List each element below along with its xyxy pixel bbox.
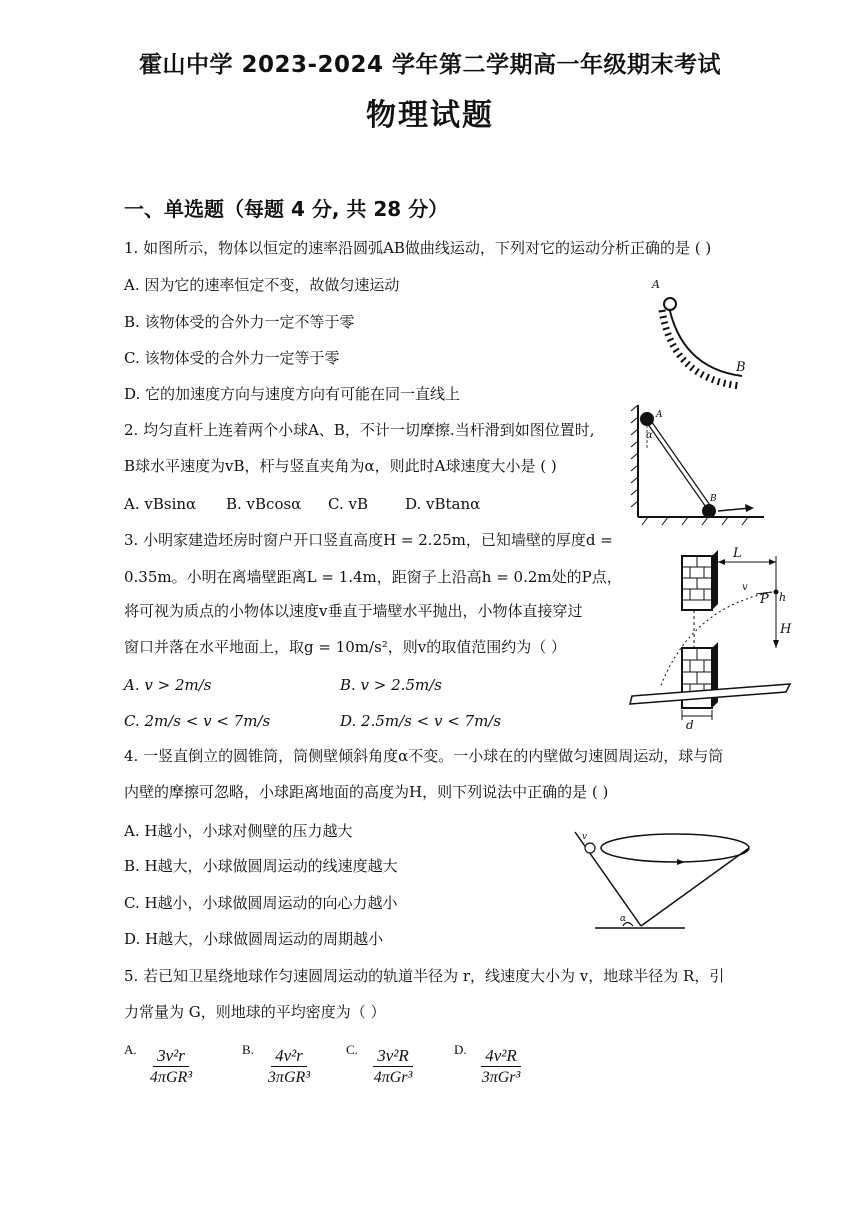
section-heading: 一、单选题（每题 4 分, 共 28 分）	[124, 197, 449, 221]
q3-label-p: P	[760, 592, 769, 607]
q5-option-d-label: D.	[454, 1042, 467, 1057]
q5-option-a-label: A.	[124, 1042, 137, 1057]
q3-label-h: h	[779, 591, 787, 604]
q3-option-a: A. v > 2m/s	[124, 676, 212, 694]
q1-option-c: C. 该物体受的合外力一定等于零	[124, 349, 340, 367]
q1-option-d: D. 它的加速度方向与速度方向有可能在同一直线上	[124, 385, 461, 403]
q5-option-c	[358, 1046, 428, 1087]
q1-option-a: A. 因为它的速率恒定不变，故做匀速运动	[124, 276, 400, 294]
q3-stem-line3: 将可视为质点的小物体以速度v垂直于墙壁水平抛出，小物体直接穿过	[124, 602, 583, 620]
q5-option-d-denominator: 3πGr³	[481, 1069, 521, 1086]
q1-label-a: A	[652, 278, 660, 291]
q4-option-b: B. H越大，小球做圆周运动的线速度越大	[124, 857, 398, 875]
q3-label-d: d	[686, 718, 694, 732]
q3-label-h-upper: H	[780, 622, 792, 637]
subject-title: 物理试题	[366, 98, 494, 133]
q5-option-b-label: B.	[242, 1042, 254, 1057]
q3-label-v: v	[742, 582, 748, 593]
q5-option-b-numerator: 4v²r	[271, 1046, 307, 1067]
q5-option-a	[136, 1046, 206, 1087]
q2-option-a: A. vBsinα	[124, 495, 197, 513]
q1-label-b: B	[736, 360, 746, 375]
q5-option-b	[254, 1046, 324, 1087]
q4-cone-figure	[565, 826, 755, 936]
q5-option-d	[466, 1046, 536, 1087]
q4-stem-line1: 4. 一竖直倒立的圆锥筒，筒侧壁倾斜角度α不变。一小球在的内壁做匀速圆周运动，球与筒	[124, 747, 724, 765]
q3-stem-line4: 窗口并落在水平地面上，取g = 10m/s²，则v的取值范围约为（ ）	[124, 638, 567, 656]
q5-option-d-numerator: 4v²R	[481, 1046, 521, 1067]
q4-stem-line2: 内壁的摩擦可忽略，小球距离地面的高度为H，则下列说法中正确的是 ( )	[124, 783, 609, 801]
q4-option-d: D. H越大，小球做圆周运动的周期越小	[124, 930, 384, 948]
q3-option-c: C. 2m/s < v < 7m/s	[124, 712, 271, 730]
q2-option-d: D. vBtanα	[405, 495, 481, 513]
q5-option-c-numerator: 3v²R	[373, 1046, 413, 1067]
q2-rod-figure	[628, 405, 768, 530]
q4-option-c: C. H越小，小球做圆周运动的向心力越小	[124, 894, 398, 912]
q5-option-a-numerator: 3v²r	[153, 1046, 189, 1067]
q5-option-b-denominator: 3πGR³	[267, 1069, 311, 1086]
q5-option-c-denominator: 4πGr³	[373, 1069, 413, 1086]
q5-stem-line2: 力常量为 G，则地球的平均密度为（ ）	[124, 1003, 386, 1021]
q1-stem: 1. 如图所示，物体以恒定的速率沿圆弧AB做曲线运动，下列对它的运动分析正确的是 ( )	[124, 239, 712, 257]
q2-option-c: C. vB	[328, 495, 368, 513]
q2-stem-line1: 2. 均匀直杆上连着两个小球A、B，不计一切摩擦.当杆滑到如图位置时,	[124, 421, 595, 439]
q2-label-alpha: α	[646, 430, 653, 441]
q2-label-a: A	[656, 410, 663, 420]
school-exam-title: 霍山中学 2023-2024 学年第二学期高一年级期末考试	[138, 52, 722, 78]
q4-label-alpha: α	[620, 914, 627, 924]
q5-stem-line1: 5. 若已知卫星绕地球作匀速圆周运动的轨道半径为 r，线速度大小为 v，地球半径为 R，引	[124, 967, 725, 985]
q3-option-b: B. v > 2.5m/s	[340, 676, 442, 694]
q2-option-b: B. vBcosα	[226, 495, 302, 513]
q3-stem-line2: 0.35m。小明在离墙壁距离L = 1.4m，距窗子上沿高h = 0.2m处的P点，	[124, 568, 622, 586]
q5-option-a-denominator: 4πGR³	[149, 1069, 193, 1086]
q4-label-v: v	[582, 832, 588, 842]
q2-label-b: B	[710, 494, 717, 504]
q3-stem-line1: 3. 小明家建造坯房时窗户开口竖直高度H = 2.25m，已知墙壁的厚度d =	[124, 531, 613, 549]
q3-window-figure	[630, 548, 800, 728]
q1-option-b: B. 该物体受的合外力一定不等于零	[124, 313, 355, 331]
q2-stem-line2: B球水平速度为vB，杆与竖直夹角为α，则此时A球速度大小是 ( )	[124, 457, 557, 475]
q5-option-c-label: C.	[346, 1042, 358, 1057]
q3-option-d: D. 2.5m/s < v < 7m/s	[340, 712, 502, 730]
q3-label-l: L	[733, 546, 742, 561]
q4-option-a: A. H越小，小球对侧壁的压力越大	[124, 822, 353, 840]
